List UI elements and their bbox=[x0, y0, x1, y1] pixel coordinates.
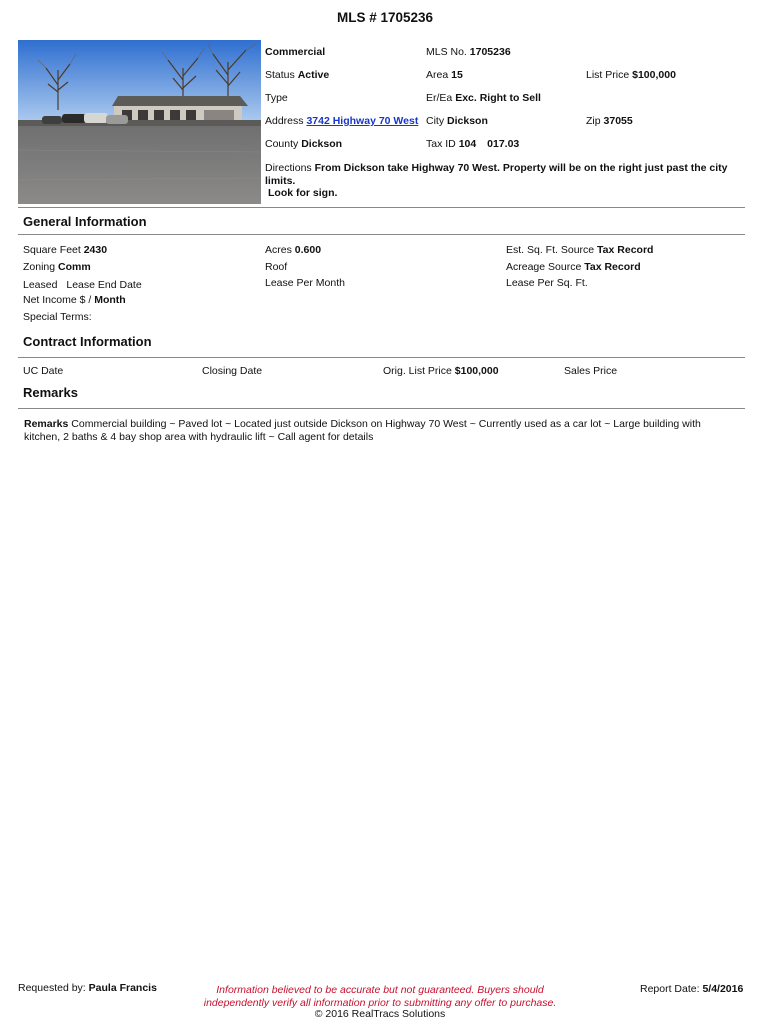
erea-value: Exc. Right to Sell bbox=[455, 92, 541, 104]
uc-date-label: UC Date bbox=[23, 365, 64, 377]
net-income-value: Month bbox=[94, 294, 126, 306]
mls-number-value: 1705236 bbox=[469, 46, 511, 58]
net-income-field bbox=[23, 294, 126, 306]
county-field bbox=[265, 138, 342, 150]
report-date-value: 5/4/2016 bbox=[702, 983, 744, 995]
acreage-source-field bbox=[506, 261, 641, 273]
divider bbox=[18, 207, 745, 208]
zip-value: 37055 bbox=[603, 115, 633, 127]
mls-number bbox=[426, 46, 511, 58]
list-price-label: List Price bbox=[586, 69, 630, 81]
list-price-value: $100,000 bbox=[632, 69, 676, 81]
requested-by bbox=[18, 982, 157, 994]
zoning-label: Zoning bbox=[23, 261, 56, 273]
special-terms-label: Special Terms: bbox=[23, 311, 92, 323]
list-price-field bbox=[586, 69, 676, 81]
zoning-value: Comm bbox=[58, 261, 91, 273]
zoning-field bbox=[23, 261, 91, 273]
type-field-label: Type bbox=[265, 92, 288, 104]
tax-id-value-2: 017.03 bbox=[487, 138, 520, 150]
erea-label: Er/Ea bbox=[426, 92, 453, 104]
address-link[interactable]: 3742 Highway 70 West bbox=[306, 115, 419, 127]
orig-price-value: $100,000 bbox=[454, 365, 499, 377]
divider bbox=[18, 234, 745, 235]
closing-date-label: Closing Date bbox=[202, 365, 263, 377]
city-value: Dickson bbox=[447, 115, 488, 127]
leased-field bbox=[23, 279, 142, 291]
requested-by-value: Paula Francis bbox=[88, 982, 157, 994]
remarks-label: Remarks bbox=[24, 418, 69, 430]
area-value: 15 bbox=[451, 69, 463, 81]
roof-label: Roof bbox=[265, 261, 288, 273]
section-title-remarks: Remarks bbox=[23, 385, 78, 400]
orig-price-label: Orig. List Price bbox=[383, 365, 452, 377]
est-source-field bbox=[506, 244, 653, 256]
est-source-label: Est. Sq. Ft. Source bbox=[506, 244, 595, 256]
divider bbox=[18, 408, 745, 409]
disclaimer-line-1: Information believed to be accurate but not guaranteed. Buyers should bbox=[216, 984, 544, 996]
disclaimer-line-2: independently verify all information prior to submitting any offer to purchase. bbox=[203, 997, 557, 1009]
disclaimer bbox=[190, 984, 570, 1010]
square-feet-label: Square Feet bbox=[23, 244, 81, 256]
directions-label: Directions bbox=[265, 162, 312, 174]
report-date bbox=[640, 983, 743, 995]
requested-by-label: Requested by: bbox=[18, 982, 86, 994]
lease-per-sqft-label: Lease Per Sq. Ft. bbox=[506, 277, 588, 289]
address-label: Address bbox=[265, 115, 304, 127]
tax-id-field bbox=[426, 138, 519, 150]
section-title-general: General Information bbox=[23, 214, 147, 229]
orig-price-field bbox=[383, 365, 499, 377]
property-photo[interactable] bbox=[18, 40, 261, 204]
square-feet-value: 2430 bbox=[83, 244, 108, 256]
copyright: © 2016 RealTracs Solutions bbox=[314, 1008, 446, 1020]
area-label: Area bbox=[426, 69, 449, 81]
report-date-label: Report Date: bbox=[640, 983, 700, 995]
acreage-source-value: Tax Record bbox=[584, 261, 641, 273]
directions-value-2: Look for sign. bbox=[268, 187, 338, 199]
acres-label: Acres bbox=[265, 244, 292, 256]
mls-number-label: MLS No. bbox=[426, 46, 467, 58]
net-income-label: Net Income $ / bbox=[23, 294, 92, 306]
lease-per-month-label: Lease Per Month bbox=[265, 277, 345, 289]
directions-field bbox=[265, 162, 755, 200]
acreage-source-label: Acreage Source bbox=[506, 261, 582, 273]
acres-field bbox=[265, 244, 321, 256]
status-field bbox=[265, 69, 329, 81]
property-photo-image bbox=[18, 40, 261, 204]
divider bbox=[18, 357, 745, 358]
sales-price-label: Sales Price bbox=[564, 365, 618, 377]
erea-field bbox=[426, 92, 541, 104]
city-label: City bbox=[426, 115, 445, 127]
est-source-value: Tax Record bbox=[597, 244, 654, 256]
remarks-body: Commercial building ~ Paved lot ~ Located just outside Dickson on Highway 70 West ~ Currently used as a car lot ~ Large building with kitchen, 2 baths & 4 bay shop area with hydraulic lift ~ Call agent for details bbox=[24, 418, 701, 443]
leased-label: Leased bbox=[23, 279, 58, 291]
status-label: Status bbox=[265, 69, 295, 81]
page-title: MLS # 1705236 bbox=[336, 10, 434, 25]
status-value: Active bbox=[297, 69, 330, 81]
directions-value: From Dickson take Highway 70 West. Property will be on the right just past the city limits. bbox=[265, 162, 728, 187]
section-title-contract: Contract Information bbox=[23, 334, 152, 349]
tax-id-value-1: 104 bbox=[458, 138, 477, 150]
remarks-text bbox=[24, 418, 724, 443]
tax-id-label: Tax ID bbox=[426, 138, 456, 150]
address-field bbox=[265, 115, 418, 127]
area-field bbox=[426, 69, 463, 81]
zip-field bbox=[586, 115, 633, 127]
county-value: Dickson bbox=[301, 138, 343, 150]
city-field bbox=[426, 115, 488, 127]
square-feet-field bbox=[23, 244, 107, 256]
county-label: County bbox=[265, 138, 299, 150]
acres-value: 0.600 bbox=[294, 244, 322, 256]
zip-label: Zip bbox=[586, 115, 601, 127]
property-type: Commercial bbox=[265, 46, 326, 58]
lease-end-label: Lease End Date bbox=[66, 279, 142, 291]
